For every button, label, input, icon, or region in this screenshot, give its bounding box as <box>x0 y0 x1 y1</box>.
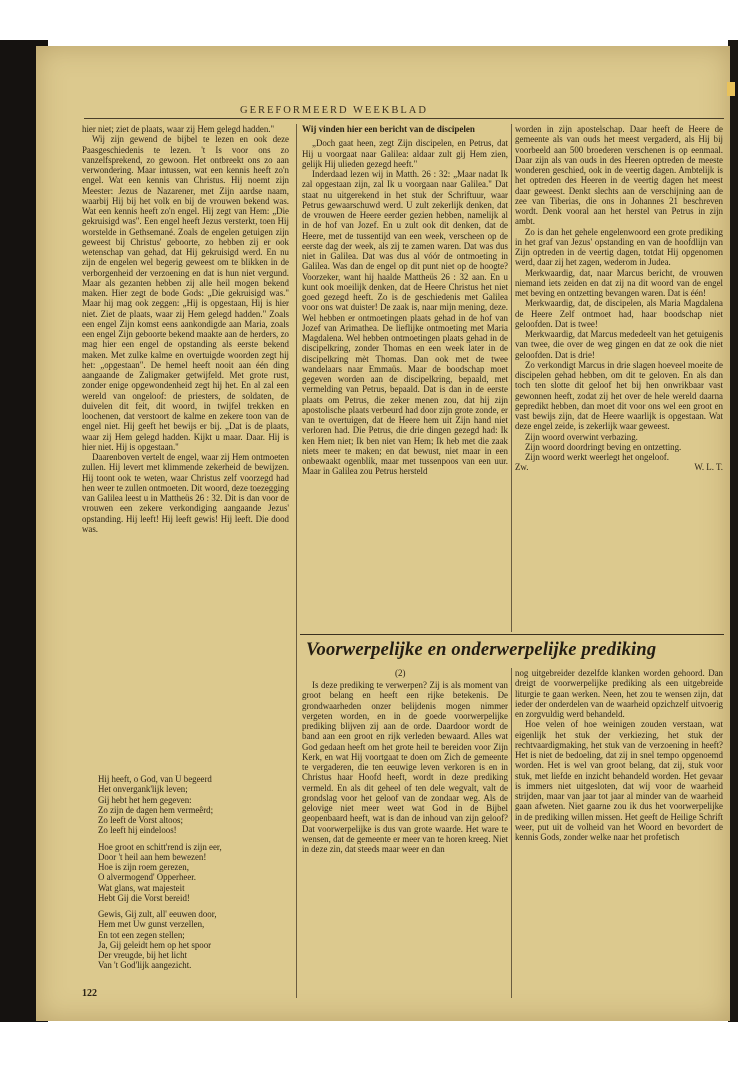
poem-line: Gewis, Gij zult, all' eeuwen door, <box>98 909 217 919</box>
poem-line: Door 't heil aan hem bewezen! <box>98 851 207 862</box>
paragraph: Merkwaardig, dat, naar Marcus bericht, de vrouwen niemand iets zeiden en dat zij na dit woord van de engel met beving en ontzetting bevangen waren. Dat is één! <box>515 267 723 298</box>
poem-line: Wat glans, wat majesteit <box>98 882 185 893</box>
poem-line: O alvermogend' Opperheer. <box>98 872 196 883</box>
poem-stanza <box>98 842 289 904</box>
poem-line: Hoe is zijn roem gerezen, <box>98 862 189 872</box>
article-part-number: (2) <box>395 668 406 678</box>
paragraph: nog uitgebreider dezelfde klanken worden gehoord. Dan dreigt de voorwerpelijke prediking als een uitgebreide liturgie te gaan werken. Neen, het zou te wensen zijn, dat ieder der onderdelen van de waarheid opzichzelf uitvoerig en zorgvuldig werd behandeld. <box>515 668 723 719</box>
poem-line: En tot een zegen stellen; <box>98 929 185 940</box>
poem-line: Hem met Uw gunst verzellen, <box>98 919 205 930</box>
paragraph: „Doch gaat heen, zegt Zijn discipelen, en Petrus, dat Hij u voorgaat naar Galilea: aldaar zult gij Hem zien, gelijk Hij ulieden gezegd heeft." <box>302 138 508 169</box>
paragraph: Daarenboven vertelt de engel, waar zij Hem ontmoeten zullen. Hij levert met klimmende zekerheid de bewijzen. Hij toont ook te weten, waar Christus zelf voorzegd had hen weer te zullen ontmoeten. Dit woord, deze toezegging van Galilea leest u in Mattheüs 26 : 32. Dit is dan voor de vrouwen een zekere verkondiging aangaande Jezus' opstanding. Hij leeft! Hij leeft gewis! Hij leeft. Die dood was. <box>82 452 289 534</box>
column-1-text <box>82 124 289 776</box>
signature <box>515 462 723 472</box>
paragraph: Zijn woord overwint verbazing. <box>525 431 638 442</box>
poem-line: Van 't God'lijk aangezicht. <box>98 960 192 971</box>
scan-margin-top <box>0 0 738 48</box>
paragraph: Zo is dan het gehele engelenwoord een grote prediking in het graf van Jezus' opstanding en van de hoofdlijn van Zijn optreden in de veertig dagen, totdat Hij opgenomen werd, daar zij het zagen, wederom in Judea. <box>515 226 723 268</box>
poem <box>82 768 289 998</box>
paragraph: Is deze prediking te verwerpen? Zij is als moment van groot belang en heeft een rijke betekenis. De grondwaarheden onzer belijdenis mogen nimmer vergeten worden, en in de goede voorwerpelijke prediking blijven zij aan de orde. Daardoor wordt de band aan een groot en rijk verleden bewaard. Alles wat God gedaan heeft om het grote heil te bereiden voor Zijn Kerk, en wat Hij voortgaat te doen om Zich de gemeente te vergaderen, die ten eeuwige leven verkoren is en in Christus haar Hoofd heeft, wordt in deze prediking vermeld. En als dit geheel of ten dele wegvalt, valt de grondslag voor het geloof van de zondaar weg. Als de gelovige niet meer weet wat God in de Bijbel geopenbaard heeft, wat is dan de inhoud van zijn geloof? Dat voorwerpelijke is dus van grote waarde. Het ware te wensen, dat de gemeente er meer van te horen kreeg. Niet in deze zin, dat steeds maar weer en dan <box>302 680 508 854</box>
header-rule <box>84 118 724 119</box>
corner-mark <box>727 82 735 96</box>
article-separator <box>300 634 724 635</box>
signature-place: Zw. <box>515 462 529 473</box>
paragraph: worden in zijn apostelschap. Daar heeft de Heere de gemeente als van ouds het meest vergaderd, als Hij bij voorbeeld aan 500 broederen verschenen is op eenmaal. Daar zijn als van ouds in des Heeren optreden de meeste wonderen geschied, ook in de veertig dagen. Ambtelijk is het optreden des Heeren in de veertig dagen het meest daar geweest. Denkt slechts aan de verschijning aan de zee van Tiberias, die ons in Johannes 21 beschreven wordt. Denk vooral aan het herstel van Petrus in zijn ambt. <box>515 124 723 227</box>
poem-line: Het onvergank'lijk leven; <box>98 784 188 795</box>
paragraph: hier niet; ziet de plaats, waar zij Hem gelegd hadden." <box>82 124 275 134</box>
column-divider-left <box>296 124 297 998</box>
poem-stanza <box>98 909 289 971</box>
paragraph: Merkwaardig, dat, de discipelen, als Maria Magdalena de Heere Zelf ontmoet had, haar boodschap niet geloofden. Dat is twee! <box>515 298 723 329</box>
column-2-text <box>302 124 508 644</box>
article-2-left-column <box>302 680 508 998</box>
column-divider-right-bottom <box>511 668 512 998</box>
scan-margin-bottom <box>0 1022 738 1068</box>
paragraph: Hoe velen of hoe weinigen zouden verstaan, wat eigenlijk het stuk der verkiezing, het stuk der rechtvaardigmaking, het stuk van de verzoening in heeft? Het is niet de bedoeling, dat zij in snel tempo opgenoemd worden. Het is wel van groot belang, dat zij, stuk voor stuk, met liefde en inzicht behandeld worden. Het gevaar is immers niet uitgesloten, dat wij voor de waarheid strijden, maar van jaar tot jaar al minder van de waarheid gaan afweten. Niet gaarne zou ik dus het voorwerpelijke in de prediking willen missen. Het geeft de Heilige Schrift weer, put uit de volheid van het Woord en bevordert de kennis Gods, zonder welke naar het profetisch <box>515 719 723 842</box>
page-header: GEREFORMEERD WEEKBLAD <box>240 105 428 116</box>
poem-line: Der vreugde, bij het licht <box>98 950 187 960</box>
poem-line: Zo leeft hij eindeloos! <box>98 825 177 836</box>
section-subheading: Wij vinden hier een bericht van de discipelen <box>302 124 475 134</box>
poem-line: Hij heeft, o God, van U begeerd <box>98 774 212 784</box>
paragraph: Zijn woord werkt weerlegt het ongeloof. <box>525 452 669 462</box>
paragraph: Inderdaad lezen wij in Matth. 26 : 32: „Maar nadat Ik zal opgestaan zijn, zal Ik u voorgaan naar Galilea." Dat staat nu uitgerekend in het stuk der Schriftuur, waar Petrus gewaarschuwd werd. U zult zekerlijk denken, dat de vrouwen de Heere eerder gezien hebben, namelijk al in de hof van Jozef. En u zult ook dit denken, dat de Heere, met de tussentijd van een week, verscheen op de eerste dag der week, als zij te zamen waren. Dat was dus niet in Galilea. Dat was dus al vóór de ontmoeting in Galilea. Was dan de engel op dit punt niet op de hoogte? Voorzeker, want hij haalde Mattheüs 26 : 32 aan. En u kunt ook moeilijk denken, dat de Heere Christus het niet goed gezegd heeft. Zo is de geschiedenis met Galilea voor ons wat duister! De zaak is, naar mijn mening, deze. Wel hebben er ontmoetingen plaats gehad in de hof van Jozef van Arimathea. De lieflijke ontmoeting met Maria Magdalena. Wel hebben ontmoetingen plaats gehad in de discipelkring, zonder Thomas en een week later in de discipelkring mèt Thomas. Dan ook met de twee wandelaars naar Emmaüs. Maar de boodschap moet gegeven worden aan de discipelkring, bepaald, met vermelding van Petrus, bepaald. Dat is dan in de eerste plaats om Petrus, die zeker menen zou, dat hij zijn apostolische plaats verbeurd had door zijn grote zonde, er van te overtuigen, dat de Heere hem uit Zijn hand niet verloren had. Die Petrus, die drie dingen gezegd had: Ik ken Hem niet; Ik ben niet van Hem; Ik heb met die zaak niets meer te maken; en dat bewust, niet maar in een onbewaakt ogenblik, maar met tussenpoos van een uur. Maar in Galilea zou Petrus hersteld <box>302 169 508 477</box>
column-3-text <box>515 124 723 644</box>
paragraph: Wij zijn gewend de bijbel te lezen en ook deze Paasgeschiedenis te lezen. 't Is voor ons zo vanzelfsprekend, zo gewoon. Het ontbreekt ons zo aan verwondering. Maar intussen, wat een kennis heeft zo'n engel. Wat een kennis van Christus. Hij noemt zijn Meester: Jezus de Nazarener, met Zijn aardse naam, waarbij Hij bij het volk en bij de vrouwen bekend was. Wat een kennis heeft zo'n engel. Hij zegt van Hem: „Die gekruisigd was". Een engel heeft Jezus versterkt, toen Hij worstelde in Gethsemané. Zoals de engelen getuigen zijn geweest bij Christus' geboorte, zo hebben zij er ook wetenschap van gehad, dat Hij gekruisigd werd. En nu zijn de engelen wel begerig geweest om te blikken in de verborgenheid der verzoening en dat is hun niet vergund. Maar als gezanten hebben zij alle heil mogen bekend maken. Hier zegt de bode Gods: „Die gekruisigd was." Maar hij mag ook zeggen: „Hij is opgestaan, Hij is hier niet. Ziet de plaats, waar zij Hem gelegd hadden." Zoals een engel Zijn komst eens aankondigde aan Maria, zoals een engel Zijn geboorte bekend maakte aan de herders, zo mag hier een engel de opstanding als eerste bekend maken. Met zulke kalme en overtuigde woorden zegt hij het: „opgestaan". De hemel heeft nooit aan één ding aangaande de Zaligmaker getwijfeld. Met grote rust, zonder enige opgewondenheid zegt hij het. En al zal een wereld van ongeloof: de priesters, de soldaten, de duivelen dit feit, dit woord, in twijfel trekken en loochenen, dat verstoort de kalme en zekere toon van de engel niet. Hij geeft het bewijs er bij. „Dat is de plaats, waar zij Hem gelegd hadden. Kijkt u maar. Daar. Hij is hier niet. Hij is opgestaan." <box>82 134 289 452</box>
signature-initials: W. L. T. <box>694 462 723 473</box>
column-divider-right-top <box>511 124 512 632</box>
paragraph: Merkwaardig, dat Marcus mededeelt van het getuigenis van twee, die over de weg gingen en dat ze ook die niet geloofden. Dat is drie! <box>515 329 723 360</box>
poem-stanza <box>98 774 289 836</box>
poem-line: Zo zijn de dagen hem vermeêrd; <box>98 804 214 815</box>
poem-line: Gij hebt het hem gegeven: <box>98 794 192 805</box>
paragraph: Zo verkondigt Marcus in drie slagen hoeveel moeite de discipelen gehad hebben, om dit te geloven. En als dan toch ten slotte dit geloof het bij hen onwrikbaar vast gewonnen heeft, zodat zij het over de hele wereld daarna gepredikt hebben, dan moet dit voor ons wel een groot en vast bewijs zijn, dat de Heere waarlijk is opgestaan. Wat deze engel zeide, is zekerlijk waar geweest. <box>515 359 723 432</box>
poem-line: Ja, Gij geleidt hem op het spoor <box>98 939 212 950</box>
poem-line: Zo leeft de Vorst altoos; <box>98 815 183 825</box>
poem-line: Hebt Gij die Vorst bereid! <box>98 892 190 903</box>
poem-line: Hoe groot en schitt'rend is zijn eer, <box>98 841 222 852</box>
paragraph: Zijn woord doordringt beving en ontzetting. <box>525 441 682 452</box>
article-title: Voorwerpelijke en onderwerpelijke prediking <box>306 640 657 660</box>
page-number: 122 <box>82 988 97 999</box>
article-2-right-column <box>515 668 723 998</box>
